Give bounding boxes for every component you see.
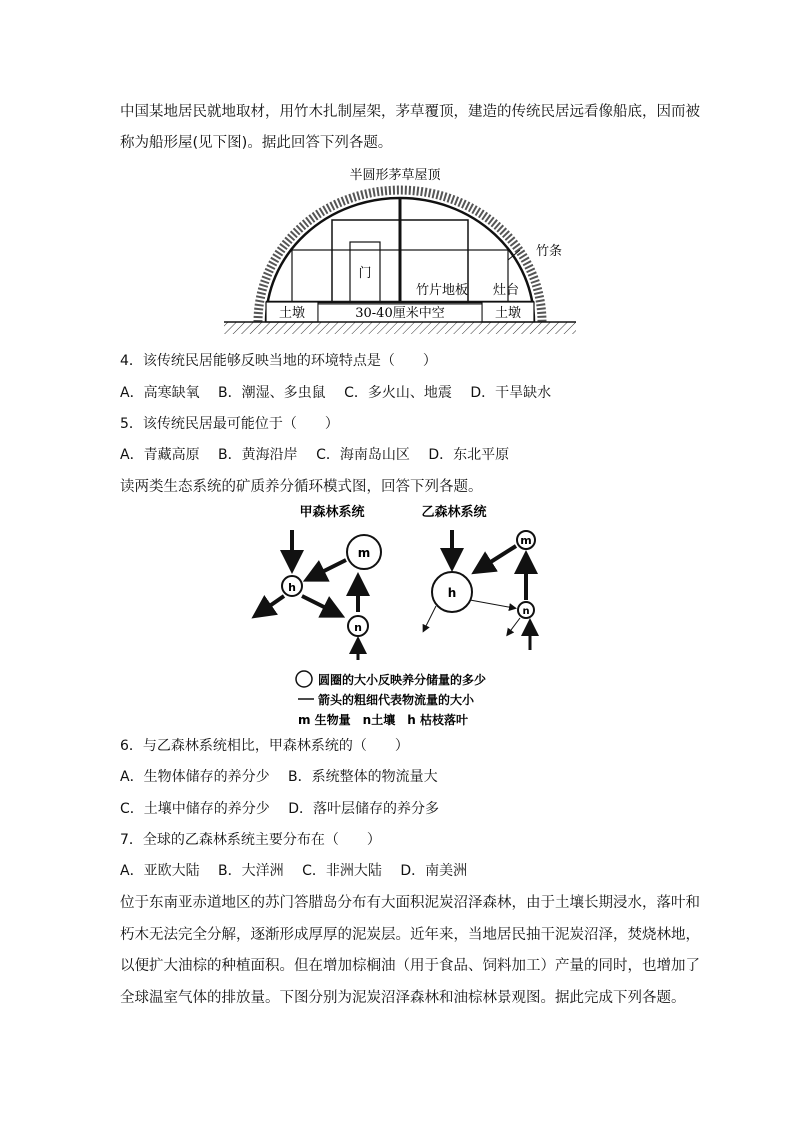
- passage1-line1: 中国某地居民就地取材，用竹木扎制屋架，茅草覆顶，建造的传统民居远看像船底，因而被: [120, 104, 700, 120]
- right-node-n-label: n: [522, 606, 530, 617]
- roof-label: 半圆形茅草屋顶: [349, 168, 441, 183]
- bamboo-label: 竹条: [536, 244, 563, 259]
- hollow-label: 30-40厘米中空: [355, 306, 445, 321]
- q7-option-c[interactable]: C．非洲大陆: [302, 863, 382, 879]
- question-6-options-row1: [120, 767, 452, 787]
- left-node-m-label: m: [357, 546, 371, 560]
- q6-option-a[interactable]: A．生物体储存的养分少: [120, 769, 270, 785]
- left-m-to-h-arrow: [310, 560, 346, 578]
- right-pier-label: 土墩: [494, 306, 522, 321]
- passage3-line4: 全球温室气体的排放量。下图分别为泥炭沼泽森林和油棕林景观图。据此完成下列各题。: [120, 990, 686, 1006]
- q7-option-d[interactable]: D．南美洲: [400, 863, 468, 879]
- boat-house-figure: [220, 160, 580, 342]
- passage3-line3: 以便扩大油棕的种植面积。但在增加棕榈油（用于食品、饲料加工）产量的同时，也增加了: [120, 958, 700, 974]
- q5-option-a[interactable]: A．青藏高原: [120, 447, 200, 463]
- left-node-h-label: h: [288, 581, 296, 594]
- q4-option-c[interactable]: C．多火山、地震: [344, 385, 452, 401]
- passage1-line2: 称为船形屋(见下图)。据此回答下列各题。: [120, 135, 393, 151]
- left-h-to-n-arrow: [302, 596, 338, 614]
- question-7-stem: 7．全球的乙森林系统主要分布在（ ）: [120, 832, 381, 848]
- door-label: 门: [358, 266, 372, 281]
- left-node-n-label: n: [354, 621, 362, 634]
- right-h-out-arrow: [424, 606, 436, 630]
- right-system-title: 乙森林系统: [421, 505, 487, 520]
- legend-circle-text: 圆圈的大小反映养分储量的多少: [318, 673, 487, 687]
- passage3-line1: 位于东南亚赤道地区的苏门答腊岛分布有大面积泥炭沼泽森林，由于土壤长期浸水，落叶和: [120, 895, 700, 911]
- passage2-line1: 读两类生态系统的矿质养分循环模式图，回答下列各题。: [120, 479, 483, 495]
- q6-option-d[interactable]: D．落叶层储存的养分多: [288, 801, 440, 817]
- q5-option-b[interactable]: B．黄海沿岸: [218, 447, 298, 463]
- legend-keys-text: m 生物量 n土壤 h 枯枝落叶: [298, 713, 468, 727]
- q4-option-b[interactable]: B．潮湿、多虫鼠: [218, 385, 326, 401]
- legend-circle-icon: [296, 671, 312, 687]
- question-6-stem: 6．与乙森林系统相比，甲森林系统的（ ）: [120, 738, 409, 754]
- ground: [224, 322, 576, 334]
- q7-option-a[interactable]: A．亚欧大陆: [120, 863, 200, 879]
- right-h-to-n-arrow: [470, 600, 514, 608]
- stove-label: 灶台: [492, 283, 520, 298]
- floor-label: 竹片地板: [415, 283, 469, 298]
- nutrient-cycle-figure: [240, 500, 550, 732]
- q4-option-d[interactable]: D．干旱缺水: [470, 385, 552, 401]
- left-h-out-arrow: [258, 596, 284, 614]
- question-5-options: [120, 445, 523, 465]
- question-7-options: [120, 861, 481, 881]
- legend-arrow-text: 箭头的粗细代表物流量的大小: [318, 693, 475, 707]
- left-pier-label: 土墩: [278, 306, 306, 321]
- right-node-m-label: m: [520, 534, 532, 547]
- q5-option-c[interactable]: C．海南岛山区: [316, 447, 410, 463]
- passage3-line2: 朽木无法完全分解，逐渐形成厚厚的泥炭层。近年来，当地居民抽干泥炭沼泽，焚烧林地，: [120, 927, 700, 943]
- q5-option-d[interactable]: D．东北平原: [428, 447, 510, 463]
- question-5-stem: 5．该传统民居最可能位于（ ）: [120, 416, 339, 432]
- q6-option-b[interactable]: B．系统整体的物流量大: [288, 769, 438, 785]
- q7-option-b[interactable]: B．大洋洲: [218, 863, 284, 879]
- right-m-to-h-arrow: [478, 546, 516, 570]
- q6-option-c[interactable]: C．土壤中储存的养分少: [120, 801, 270, 817]
- q4-option-a[interactable]: A．高寒缺氧: [120, 385, 200, 401]
- question-4-options: [120, 383, 565, 403]
- right-node-h-label: h: [447, 586, 457, 600]
- question-4-stem: 4．该传统民居能够反映当地的环境特点是（ ）: [120, 353, 437, 369]
- question-6-options-row2: [120, 799, 453, 819]
- left-system-title: 甲森林系统: [299, 505, 365, 520]
- right-n-out-arrow: [508, 618, 520, 634]
